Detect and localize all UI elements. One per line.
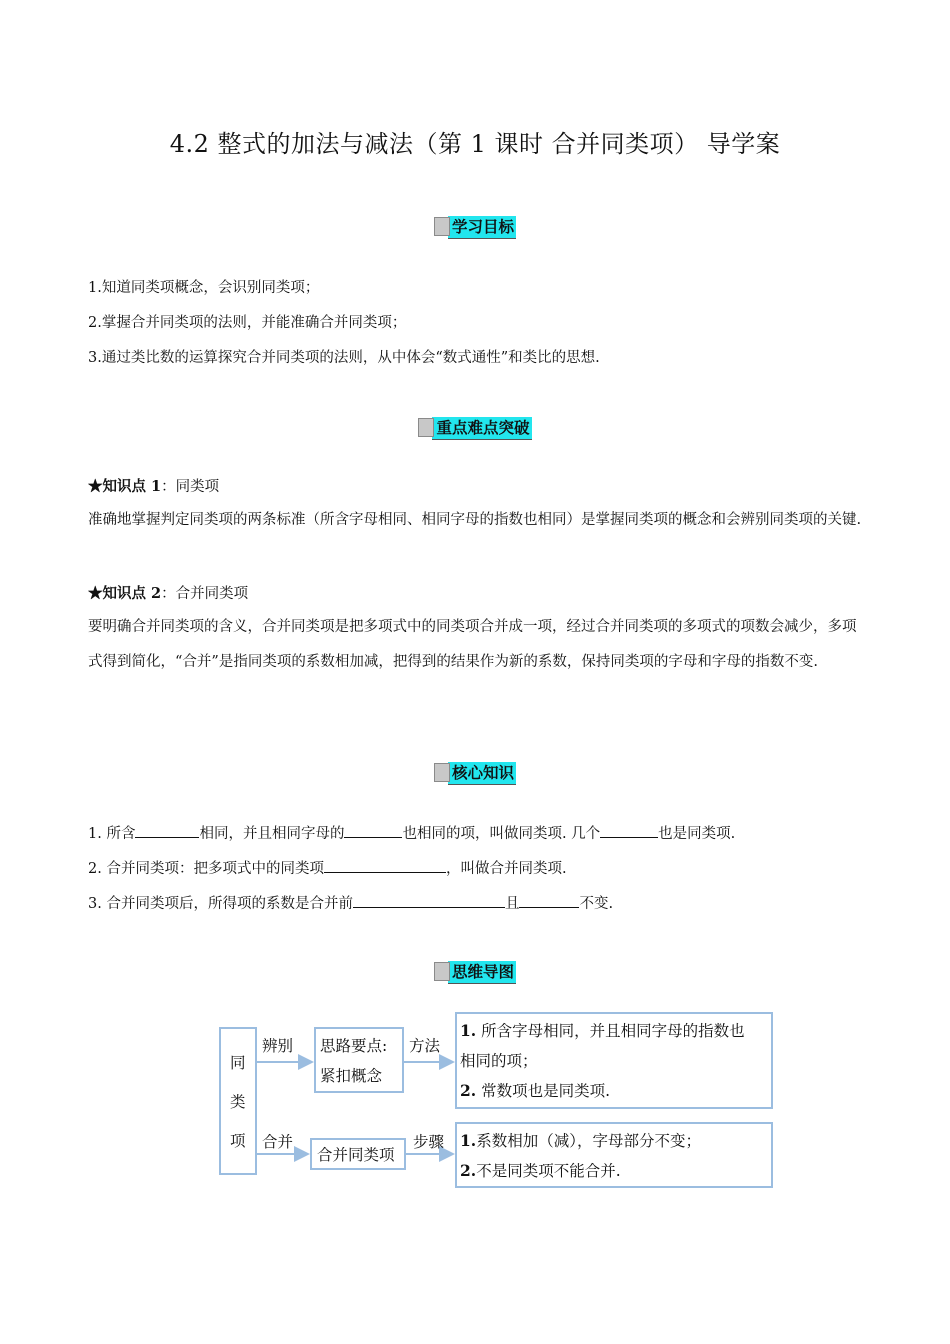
concept-line: 思路要点: [320,1037,388,1055]
core-item-1 [88,823,735,844]
core-text: 2. 合并同类项：把多项式中的同类项 [88,861,324,877]
core-text: 3. 合并同类项后，所得项的系数是合并前 [88,896,353,912]
section-header-key [0,417,950,441]
key-point-1-label: ★知识点 1 [88,478,162,495]
key-point-2-label: ★知识点 2 [88,585,162,602]
key-point-1-heading [88,477,219,497]
fill-blank[interactable] [519,893,579,908]
result-text: 常数项也是同类项. [476,1082,611,1100]
branch-label-merge: 合并 [262,1133,294,1151]
mindmap-result-box-2 [455,1122,773,1188]
core-text: 也相同的项，叫做同类项. 几个 [402,826,601,842]
arrow-label-steps: 步骤 [413,1133,445,1151]
result-num: 1. [460,1131,477,1150]
result-line [460,1017,745,1045]
core-text: ，叫做合并同类项. [445,861,567,877]
section-marker [418,418,434,437]
section-header-core [0,762,950,786]
section-title-core: 核心知识 [448,762,516,785]
section-title-map: 思维导图 [448,961,516,984]
section-header-map [0,961,950,985]
mindmap-result-box-1 [455,1012,773,1109]
core-item-2 [88,858,567,879]
fill-blank[interactable] [344,823,402,838]
section-title-goals: 学习目标 [448,216,516,239]
branch-label-identify: 辨别 [262,1037,294,1055]
result-text: 系数相加（减），字母部分不变； [476,1132,701,1150]
mindmap-root-box [219,1027,257,1175]
goal-item-2: 2.掌握合并同类项的法则，并能准确合并同类项； [88,315,407,331]
result-num: 2. [460,1081,477,1100]
result-line [460,1157,621,1185]
result-line [460,1127,701,1155]
goal-item-1: 1.知道同类项概念，会识别同类项； [88,280,320,296]
key-point-1-text: 准确地掌握判定同类项的两条标准（所含字母相同、相同字母的指数也相同）是掌握同类项的概念和会辨别同类项的关键. [88,512,862,528]
merge-box-label: 合并同类项 [317,1146,395,1164]
result-text: 不是同类项不能合并. [476,1162,621,1180]
key-point-2-title: ：合并同类项 [161,586,249,602]
result-num: 2. [460,1161,477,1180]
core-text: 1. 所含 [88,826,136,842]
section-marker [434,962,450,981]
section-title-key: 重点难点突破 [432,417,531,440]
goal-item-3: 3.通过类比数的运算探究合并同类项的法则，从中体会“数式通性”和类比的思想. [88,350,600,366]
page-title: 4.2 整式的加法与减法（第 1 课时 合并同类项） 导学案 [169,130,781,158]
mindmap-merge-box [310,1138,406,1170]
result-text: 相同的项； [460,1052,538,1070]
fill-blank[interactable] [600,823,658,838]
fill-blank[interactable] [324,858,446,873]
arrow-label-method: 方法 [409,1037,441,1055]
mindmap-concept-box [314,1027,404,1093]
result-text: 所含字母相同，并且相同字母的指数也 [476,1022,745,1040]
section-marker [434,217,450,236]
fill-blank[interactable] [135,823,199,838]
mindmap-root-char: 同 [230,1054,246,1072]
mindmap-root-char: 项 [230,1132,246,1150]
mindmap-root-char: 类 [230,1093,246,1111]
concept-line: 紧扣概念 [320,1067,383,1085]
core-text: 也是同类项. [658,826,736,842]
key-point-2-text: 要明确合并同类项的含义，合并同类项是把多项式中的同类项合并成一项，经过合并同类项的多项式的项数会减少，多项式得到简化，“合并”是指同类项的系数相加减，把得到的结果作为新的系数，保持同类项的字母和字母的指数不变. [88,619,857,670]
result-line [460,1047,538,1075]
result-num: 1. [460,1021,477,1040]
core-text: 且 [504,896,520,912]
core-text: 相同，并且相同字母的 [199,826,345,842]
section-marker [434,763,450,782]
key-point-2-heading [88,584,248,604]
core-text: 不变. [579,896,614,912]
fill-blank[interactable] [353,893,505,908]
section-header-goals [0,216,950,240]
result-line [460,1077,610,1105]
core-item-3 [88,893,613,914]
key-point-1-title: ：同类项 [161,479,220,495]
